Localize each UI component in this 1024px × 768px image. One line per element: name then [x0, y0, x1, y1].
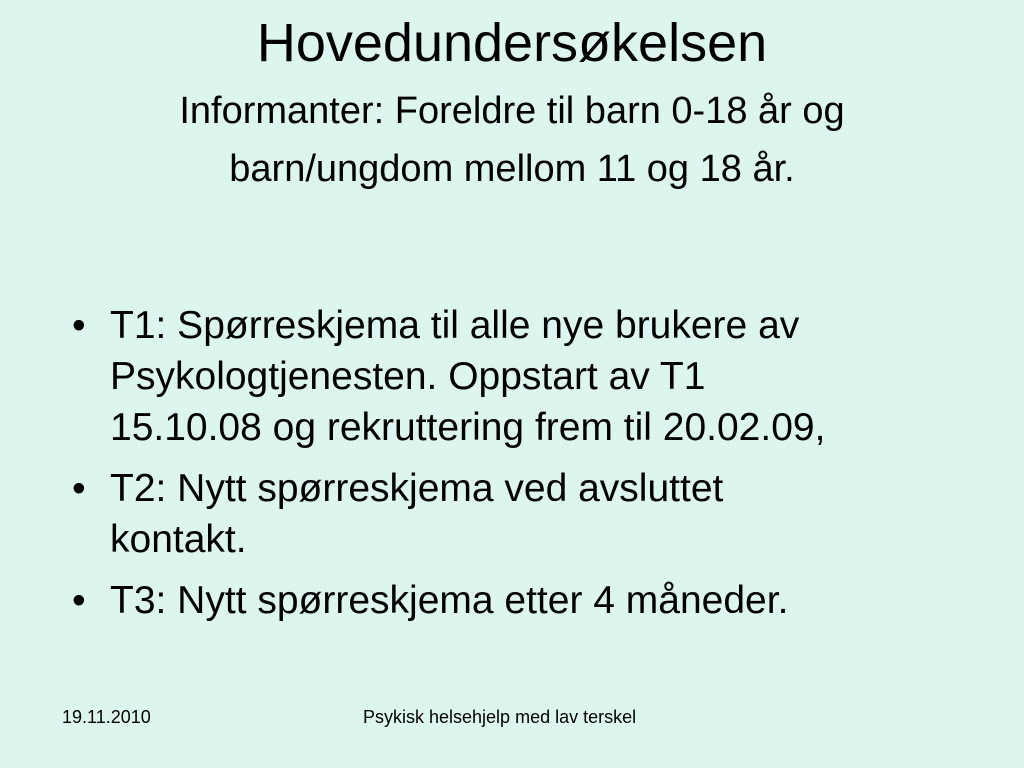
slide-title: Hovedundersøkelsen — [256, 13, 768, 73]
bullet-line: T1: Spørreskjema til alle nye brukere av — [110, 304, 800, 347]
subtitle-line: barn/ungdom mellom 11 og 18 år. — [229, 148, 795, 190]
footer-date: 19.11.2010 — [62, 707, 151, 727]
bullet-item-t3 — [64, 575, 964, 626]
bullet-dot-icon: • — [72, 467, 86, 510]
footer-title: Psykisk helsehjelp med lav terskel — [363, 707, 637, 727]
bullet-item-t2 — [64, 463, 964, 565]
subtitle-line: Informanter: Foreldre til barn 0-18 år og — [179, 90, 845, 132]
bullet-line: 15.10.08 og rekruttering frem til 20.02.09, — [110, 406, 826, 449]
bullet-dot-icon: • — [72, 304, 86, 347]
title-block — [40, 8, 984, 198]
bullet-dot-icon: • — [72, 579, 86, 622]
bullet-line: T3: Nytt spørreskjema etter 4 måneder. — [110, 579, 789, 622]
bullet-item-t1 — [64, 300, 964, 453]
bullet-line: T2: Nytt spørreskjema ved avsluttet — [110, 467, 724, 510]
bullet-line: kontakt. — [110, 518, 247, 561]
slide-subtitle — [40, 82, 984, 198]
bullet-list — [64, 300, 964, 636]
bullet-line: Psykologtjenesten. Oppstart av T1 — [110, 355, 706, 398]
